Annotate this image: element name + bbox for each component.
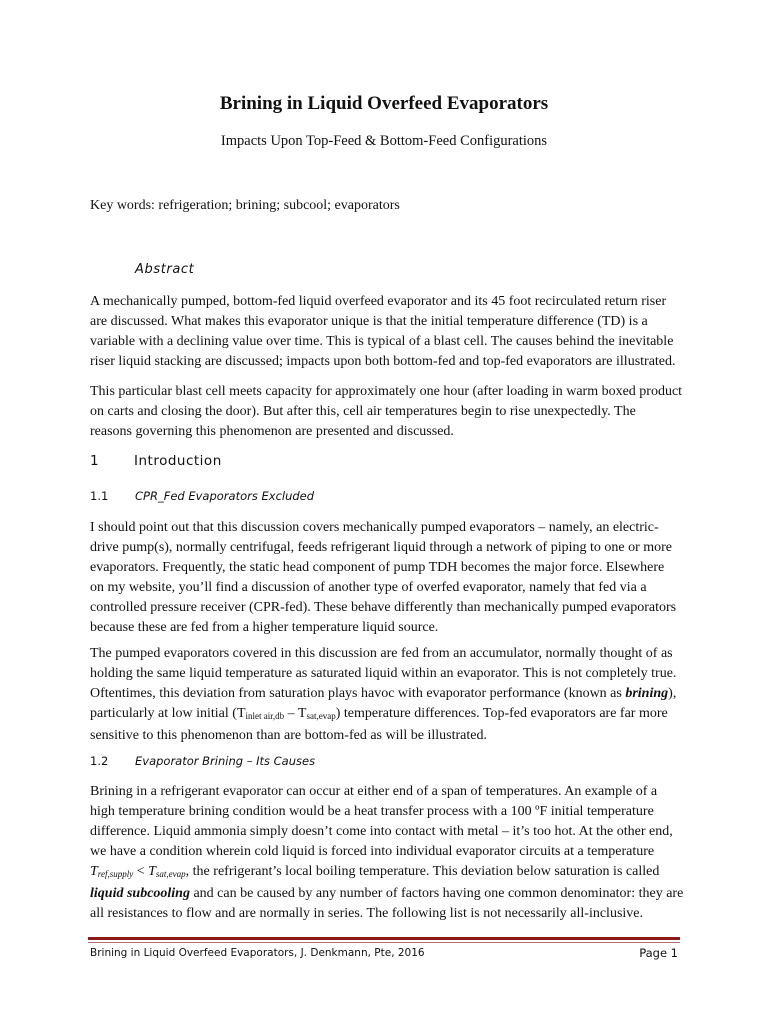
text-run: , the refrigerant’s local boiling temperature. This deviation below saturation is called [185,864,660,879]
section-1-1-heading [90,489,314,503]
text-line: are discussed. What makes this evaporator unique is that the initial temperature difference (TD) is a [90,314,648,329]
text-line [90,704,690,726]
emphasis-liquid-subcooling: liquid subcooling [90,886,190,901]
abstract-paragraph-1 [90,292,690,372]
text-line: difference. Liquid ammonia simply doesn’t come into contact with metal – it’s too hot. At the other end, [90,824,673,839]
emphasis-brining: brining [625,686,669,701]
text-line: on my website, you’ll find a discussion of another type of overfed evaporator, namely that fed via a [90,580,647,595]
text-line: variable with a declining value over time. This is typical of a blast cell. The causes behind the inevitable [90,334,674,349]
document-title: Brining in Liquid Overfeed Evaporators [219,93,549,114]
text-line [90,884,690,904]
footer-citation: Brining in Liquid Overfeed Evaporators, J. Denkmann, Pte, 2016 [90,947,425,959]
text-run: ), [668,686,677,701]
section-1-1-paragraph-1 [90,518,690,638]
subscript: sat,evap [155,869,186,879]
text-run: < [133,864,149,879]
text-run: – T [284,706,307,721]
text-line: because these are fed from a higher temperature liquid source. [90,620,439,635]
text-line: drive pump(s), normally centrifugal, feeds refrigerant liquid through a network of piping to one or more [90,540,672,555]
text-line: This particular blast cell meets capacity for approximately one hour (after loading in warm boxed product [90,384,683,399]
text-line: reasons governing this phenomenon are presented and discussed. [90,424,454,439]
text-line [90,862,690,884]
text-run: and can be caused by any number of factors having one common denominator: they are [189,886,684,901]
abstract-paragraph-2 [90,382,690,442]
section-1-heading [90,453,222,469]
math-symbol: T [90,864,98,879]
text-line: evaporators. Frequently, the static head component of pump TDH becomes the major force. Elsewhere [90,560,665,575]
math-symbol: T [148,864,156,879]
section-title: Introduction [134,453,222,469]
section-title: Evaporator Brining – Its Causes [135,754,316,768]
text-line: controlled pressure receiver (CPR-fed). These behave differently than mechanically pumped evaporators [90,600,677,615]
text-line: The pumped evaporators covered in this discussion are fed from an accumulator, normally thought of as [90,646,673,661]
text-run: Oftentimes, this deviation from saturation plays havoc with evaporator performance (known as [90,686,626,701]
text-line: on carts and closing the door). But after this, cell air temperatures begin to rise unexpectedly. The [90,404,636,419]
text-line: Brining in a refrigerant evaporator can occur at either end of a span of temperatures. An example of a [90,784,658,799]
footer-rule [88,937,680,940]
section-number: 1 [90,453,100,469]
subscript: ref,supply [97,869,134,879]
text-line: all resistances to flow and are normally in series. The following list is not necessarily all-inclusive. [90,906,643,921]
section-number: 1.2 [90,754,109,768]
text-run: particularly at low initial (T [90,706,246,721]
section-1-2-heading [90,754,315,768]
text-run: ) temperature differences. Top-fed evaporators are far more [335,706,668,721]
subscript: inlet air,db [245,711,285,721]
text-line: we have a condition wherein cold liquid is forced into individual evaporator circuits at a temperature [90,844,655,859]
text-line: A mechanically pumped, bottom-fed liquid overfeed evaporator and its 45 foot recirculated return riser [90,294,667,309]
page-number: Page 1 [639,946,678,960]
subscript: sat,evap [306,711,336,721]
text-line: riser liquid stacking are discussed; impacts upon both bottom-fed and top-fed evaporators are illustrated. [90,354,676,369]
text-line: holding the same liquid temperature as saturated liquid within an evaporator. This is not completely true. [90,666,677,681]
section-1-1-paragraph-2 [90,644,690,746]
text-line: high temperature brining condition would be a heat transfer process with a 100 ºF initial temperature [90,804,654,819]
text-line: I should point out that this discussion covers mechanically pumped evaporators – namely, an electric- [90,520,659,535]
footer-rule-thin [88,942,680,943]
keywords-line: Key words: refrigeration; brining; subcool; evaporators [90,198,400,213]
text-line: sensitive to this phenomenon than are bottom-fed as will be illustrated. [90,728,487,743]
abstract-heading: Abstract [135,262,195,277]
section-title: CPR_Fed Evaporators Excluded [135,489,315,503]
document-subtitle: Impacts Upon Top-Feed & Bottom-Feed Configurations [220,133,548,149]
section-1-2-paragraph-1 [90,782,690,924]
section-number: 1.1 [90,489,109,503]
text-line [90,684,690,704]
